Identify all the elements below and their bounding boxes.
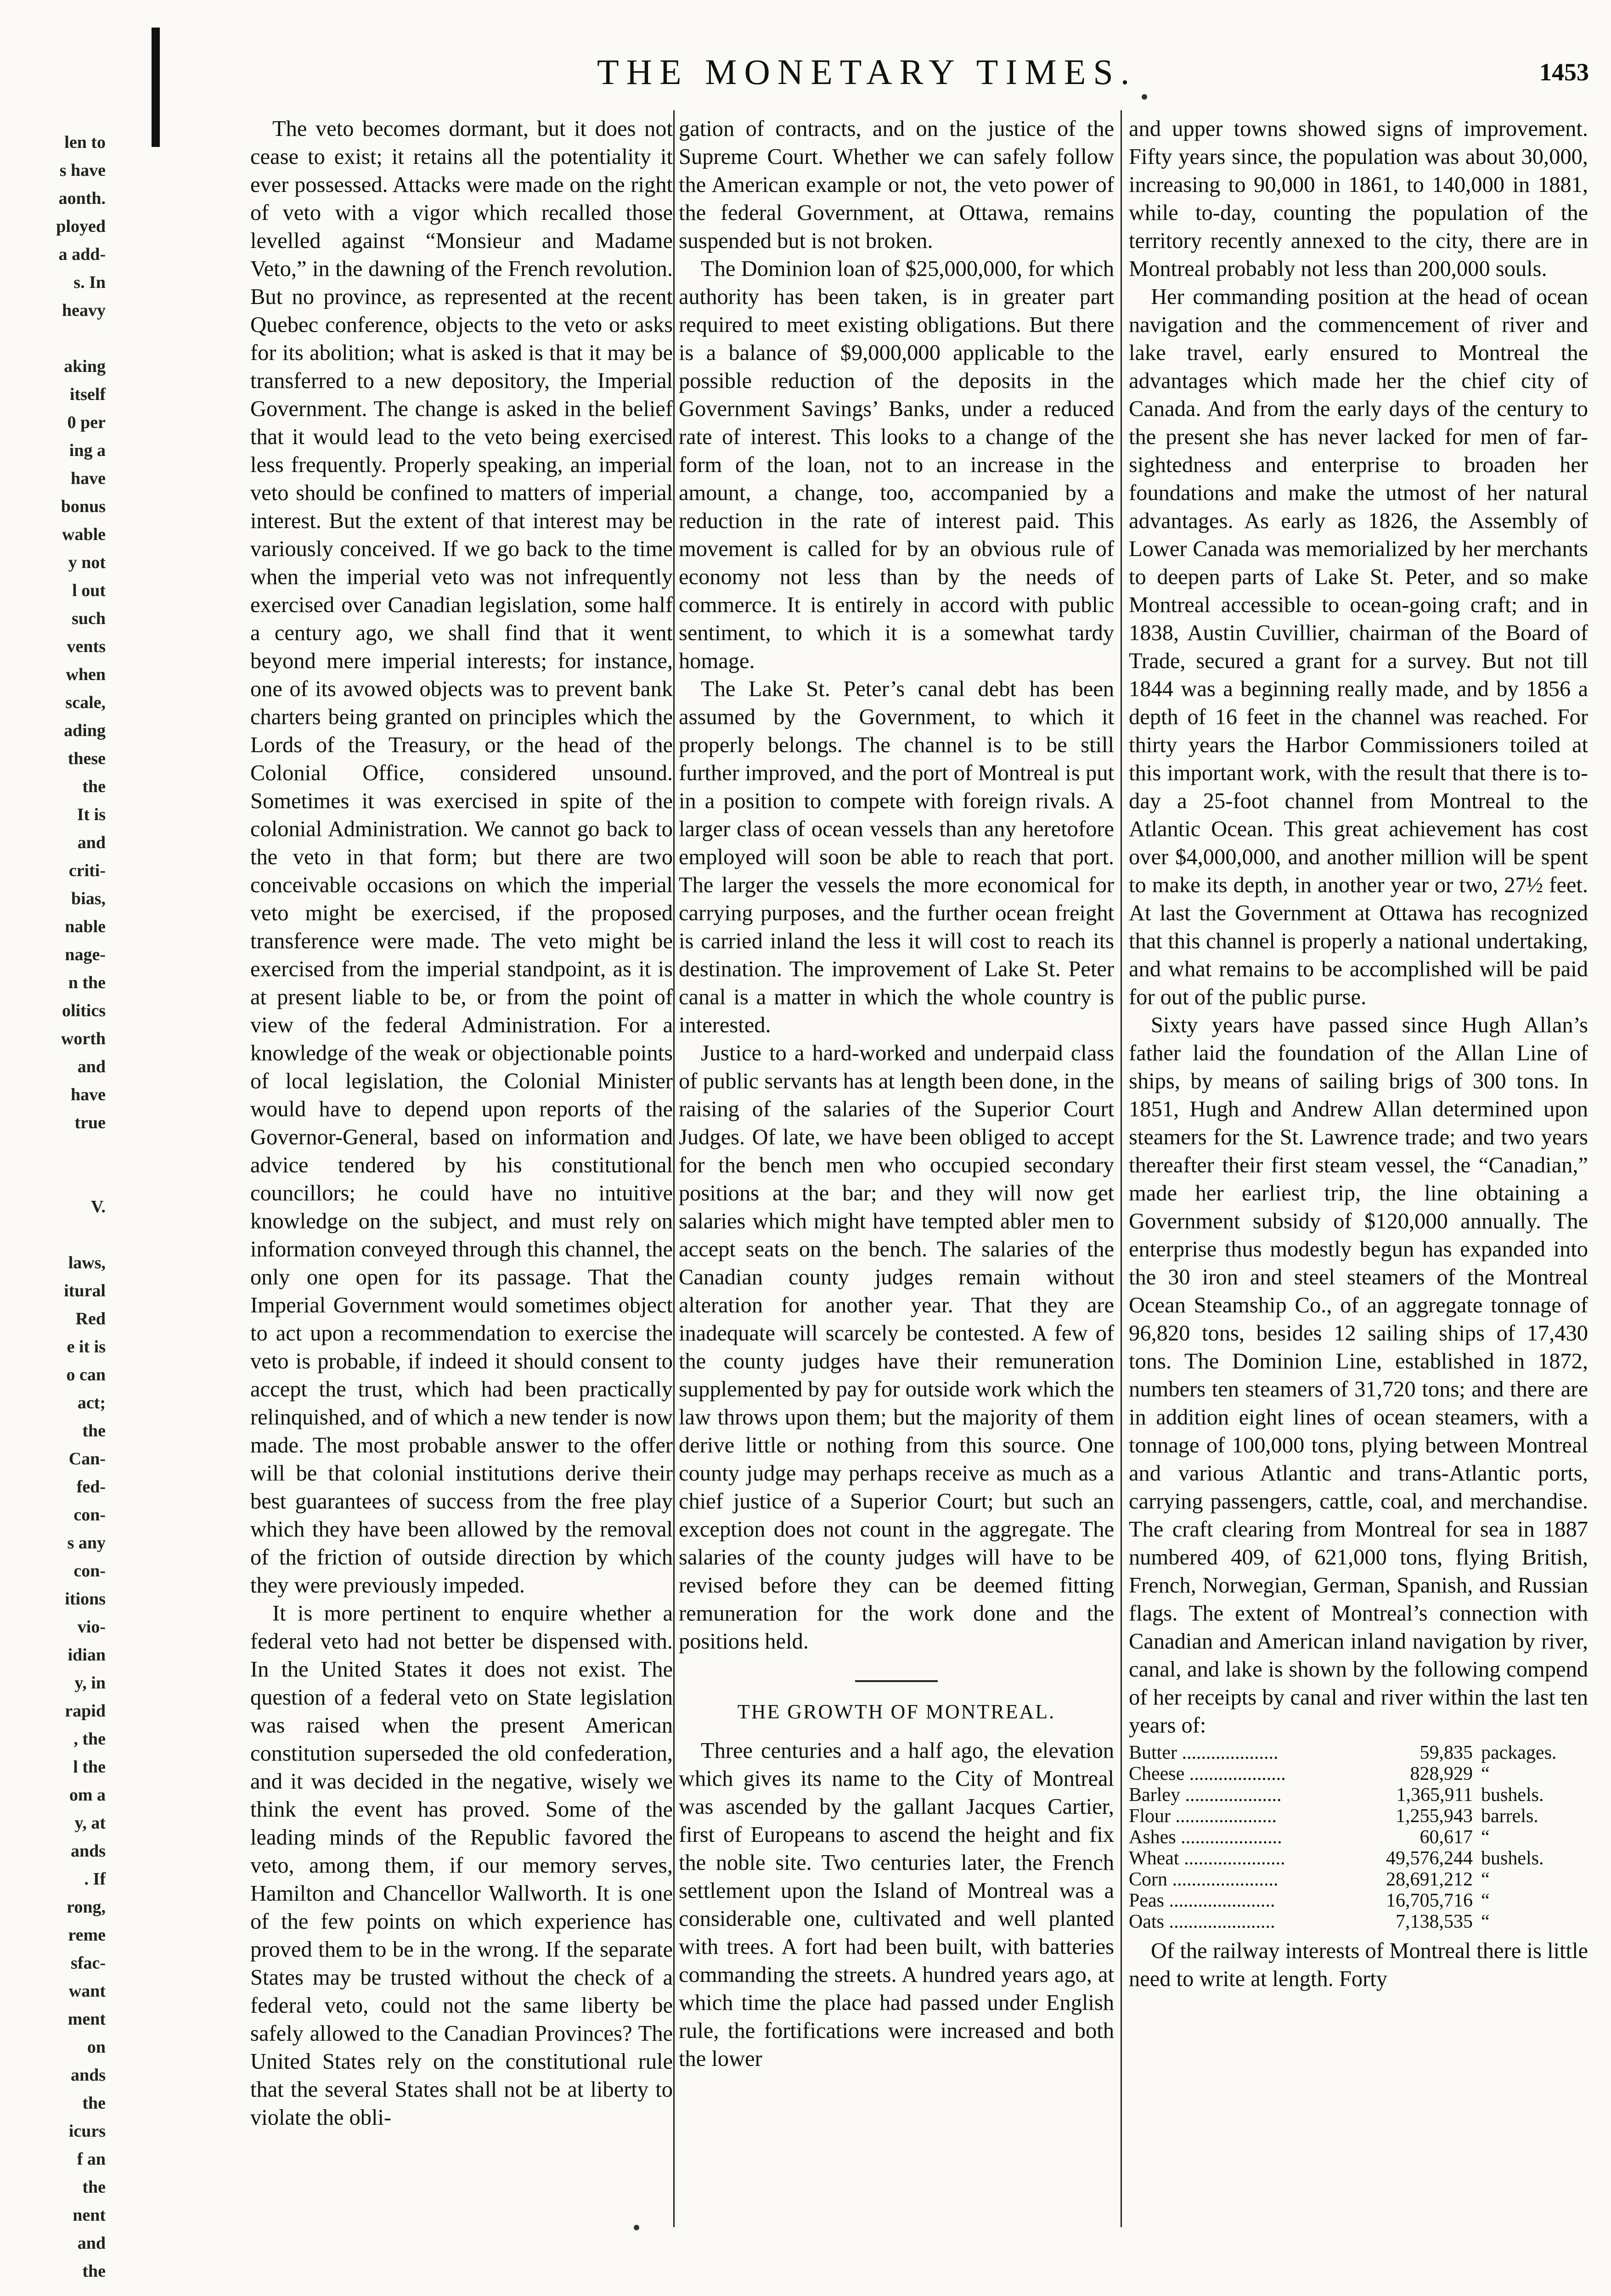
table-row: [1129, 1911, 1588, 1932]
column-rule-left: [673, 110, 675, 2227]
fragment-line: the: [82, 1421, 106, 1441]
fragment-line: [0, 1221, 106, 1249]
receipt-quantity: 16,705,716: [1386, 1890, 1473, 1911]
fragment-line: and: [77, 1057, 106, 1076]
fragment-line: len to: [64, 133, 106, 152]
fragment-line: bias,: [71, 889, 106, 908]
fragment-line: fed-: [76, 1477, 106, 1497]
fragment-line: have: [71, 469, 106, 488]
fragment-line: ing a: [69, 441, 106, 460]
fragment-line: , the: [73, 1729, 106, 1749]
fragment-line: worth: [61, 1029, 106, 1048]
fragment-line: itself: [69, 385, 106, 404]
receipt-quantity: 60,617: [1419, 1827, 1473, 1848]
fragment-line: It is: [77, 805, 106, 824]
receipt-item: Cheese ....................: [1129, 1763, 1286, 1784]
receipt-quantity: 49,576,244: [1386, 1848, 1473, 1869]
fragment-line: [0, 325, 106, 353]
fragment-line: vents: [67, 637, 106, 656]
fragment-line: olitics: [62, 1001, 106, 1020]
receipt-unit: “: [1481, 1869, 1490, 1890]
table-row: [1129, 1827, 1588, 1848]
column-rule-right: [1121, 110, 1122, 2227]
fragment-line: ands: [70, 1841, 106, 1861]
table-row: [1129, 1784, 1588, 1806]
fragment-line: l out: [72, 581, 106, 600]
fragment-line: y not: [68, 553, 106, 572]
fragment-line: sfac-: [71, 1953, 106, 1973]
fragment-line: y, in: [74, 1673, 106, 1693]
fragment-line: vio-: [77, 1617, 106, 1637]
previous-page-fragments: [0, 129, 106, 2285]
receipt-item: Ashes .....................: [1129, 1827, 1282, 1848]
fragment-line: heavy: [62, 301, 106, 320]
fragment-line: the: [82, 2093, 106, 2113]
fragment-line: e it is: [67, 1337, 106, 1356]
fragment-line: f an: [77, 2150, 106, 2169]
fragment-line: ading: [64, 721, 106, 740]
fragment-line: y, at: [74, 1813, 106, 1833]
fragment-line: these: [68, 749, 106, 768]
receipt-unit: “: [1481, 1763, 1490, 1784]
fragment-line: Red: [75, 1309, 106, 1328]
receipt-unit: barrels.: [1481, 1806, 1538, 1827]
paragraph: It is more pertinent to enquire whether a federal veto had not better be dispensed with. In the United States it does not exist. The question of a federal veto on State legislation was raised when the present American constitution superseded the old confederation, and it was decided in the negative, wisely we think the event has proved. Some of the leading minds of the Republic favored the veto, among them, if our memory serves, Hamilton and Chancellor Wallworth. It is one of the few points on which experience has proved them to be in the wrong. If the separate States may be trusted without the check of a federal veto, could not the same liberty be safely allowed to the Canadian Provinces? The United States rely on the constitutional rule that the several States shall not be at liberty to violate the obli-: [250, 1601, 673, 2130]
fragment-line: . If: [84, 1869, 106, 1889]
table-row: [1129, 1890, 1588, 1911]
fragment-line: reme: [68, 1925, 106, 1945]
fragment-line: ands: [70, 2065, 106, 2085]
fragment-line: such: [72, 609, 106, 628]
ink-speck: [1142, 94, 1147, 100]
receipt-quantity: 59,835: [1419, 1742, 1473, 1763]
fragment-line: rong,: [67, 1897, 106, 1917]
receipt-item: Peas ......................: [1129, 1890, 1275, 1911]
receipt-quantity: 1,365,911: [1396, 1784, 1473, 1806]
receipt-item: Oats ......................: [1129, 1911, 1275, 1932]
table-row: [1129, 1869, 1588, 1890]
section-rule: [855, 1680, 938, 1682]
fragment-line: aking: [64, 357, 106, 376]
fragment-line: the: [82, 777, 106, 796]
fragment-line: Can-: [68, 1449, 106, 1469]
column-3: [1129, 115, 1588, 1993]
receipt-unit: bushels.: [1481, 1848, 1544, 1869]
masthead-title: THE MONETARY TIMES.: [597, 52, 1137, 92]
binding-mark: [152, 28, 160, 147]
receipt-quantity: 28,691,212: [1386, 1869, 1473, 1890]
fragment-line: and: [77, 833, 106, 852]
fragment-line: itions: [65, 1589, 106, 1609]
column-1: [250, 115, 673, 2132]
receipt-item: Flour .....................: [1129, 1806, 1277, 1827]
fragment-line: s any: [67, 1533, 106, 1553]
fragment-line: true: [74, 1113, 106, 1132]
receipt-item: Corn ......................: [1129, 1869, 1279, 1890]
fragment-line: s. In: [73, 273, 106, 292]
table-row: [1129, 1806, 1588, 1827]
ink-speck: [634, 2225, 639, 2230]
fragment-line: 0 per: [67, 413, 106, 432]
page-header: [239, 51, 1589, 102]
receipt-item: Wheat .....................: [1129, 1848, 1285, 1869]
fragment-line: ployed: [56, 217, 106, 236]
fragment-line: on: [87, 2037, 106, 2057]
page-number: 1453: [1539, 58, 1589, 86]
receipt-unit: “: [1481, 1911, 1490, 1932]
fragment-line: bonus: [61, 497, 106, 516]
fragment-line: om a: [69, 1785, 106, 1805]
fragment-line: laws,: [68, 1253, 106, 1272]
fragment-line: idian: [68, 1645, 106, 1665]
fragment-line: criti-: [68, 861, 106, 880]
table-row: [1129, 1848, 1588, 1869]
receipt-quantity: 7,138,535: [1396, 1911, 1473, 1932]
fragment-line: want: [68, 1981, 106, 2001]
column-2: [679, 115, 1114, 2073]
fragment-line: nent: [73, 2206, 106, 2225]
fragment-line: nable: [65, 917, 106, 936]
table-row: [1129, 1742, 1588, 1763]
fragment-line: rapid: [65, 1701, 106, 1721]
receipts-table: [1129, 1742, 1588, 1932]
paragraph: Of the railway interests of Montreal there is little need to write at length. Forty: [1129, 1939, 1588, 1991]
receipt-item: Butter ....................: [1129, 1742, 1279, 1763]
fragment-line: [0, 1137, 106, 1165]
fragment-line: have: [71, 1085, 106, 1104]
fragment-line: l the: [73, 1757, 106, 1777]
fragment-line: wable: [62, 525, 106, 544]
fragment-line: and: [77, 2234, 106, 2253]
fragment-line: a add-: [58, 245, 106, 264]
fragment-line: the: [82, 2178, 106, 2197]
paragraph: The Dominion loan of $25,000,000, for which authority has been taken, is in greater part required to meet existing obligations. But there is a balance of $9,000,000 applicable to the possible reduction of the deposits in the Government Savings’ Banks, under a reduced rate of interest. This looks to a change of the form of the loan, not to an increase in the amount, a change, too, accompanied by a reduction in the rate of interest paid. This movement is called for by an obvious rule of economy not less than by the needs of commerce. It is entirely in accord with public sentiment, to which it is a somewhat tardy homage.: [679, 257, 1114, 673]
paragraph: Justice to a hard-worked and underpaid class of public servants has at length been done, in the raising of the salaries of the Superior Court Judges. Of late, we have been obliged to accept for the bench men who occupied secondary positions at the bar; and they will now get salaries which might have tempted abler men to accept seats on the bench. The salaries of the Canadian county judges remain without alteration for another year. That they are inadequate will scarcely be contested. A few of the county judges have their remuneration supplemented by pay for outside work which the law throws upon them; but the majority of them derive little or nothing from this source. One county judge may perhaps receive as much as a chief justice of a Superior Court; but such an exception does not count in the aggregate. The salaries of the county judges will have to be revised before they can be deemed fitting remuneration for the work done and the positions held.: [679, 1041, 1114, 1654]
receipt-unit: bushels.: [1481, 1784, 1544, 1806]
receipt-quantity: 1,255,943: [1396, 1806, 1473, 1827]
paragraph: gation of contracts, and on the justice of the Supreme Court. Whether we can safely follow the American example or not, the veto power of the federal Government, at Ottawa, remains suspended but is not broken.: [679, 117, 1114, 253]
fragment-line: V.: [90, 1197, 106, 1216]
table-row: [1129, 1763, 1588, 1784]
receipt-unit: packages.: [1481, 1742, 1557, 1763]
fragment-line: con-: [73, 1561, 106, 1581]
fragment-line: act;: [77, 1393, 106, 1412]
receipt-unit: “: [1481, 1827, 1490, 1848]
fragment-line: when: [66, 665, 106, 684]
fragment-line: o can: [66, 1365, 106, 1384]
section-heading: THE GROWTH OF MONTREAL.: [737, 1700, 1056, 1723]
fragment-line: n the: [68, 973, 106, 992]
fragment-line: icurs: [68, 2122, 106, 2141]
fragment-line: aonth.: [58, 189, 106, 208]
paragraph: Her commanding position at the head of ocean navigation and the commencement of river and lake travel, early ensured to Montreal the advantages which made her the chief city of Canada. And from the early days of the century to the present she has never lacked for men of far-sightedness and enterprise to broaden her foundations and make the utmost of her natural advantages. As early as 1826, the Assembly of Lower Canada was memorialized by her merchants to deepen parts of Lake St. Peter, and so make Montreal accessible to ocean-going craft; and in 1838, Austin Cuvillier, chairman of the Board of Trade, secured a grant for a survey. But not till 1844 was a beginning really made, and by 1856 a depth of 16 feet in the channel was reached. For thirty years the Harbor Commissioners toiled at this important work, with the result that there is to-day a 25-foot channel from Montreal to the Atlantic Ocean. This great achievement has cost over $4,000,000, and another million will be spent to make its depth, in another year or two, 27½ feet. At last the Government at Ottawa has recognized that this channel is properly a national undertaking, and what remains to be accomplished will be paid for out of the public purse.: [1129, 285, 1588, 1009]
fragment-line: con-: [73, 1505, 106, 1525]
receipt-quantity: 828,929: [1410, 1763, 1473, 1784]
fragment-line: itural: [64, 1281, 106, 1300]
fragment-line: [0, 1165, 106, 1193]
paragraph: The veto becomes dormant, but it does not cease to exist; it retains all the potentiality it ever possessed. Attacks were made on the right of veto with a vigor which recalled those levelled against “Monsieur and Madame Veto,” in the dawning of the French revolution. But no province, as represented at the recent Quebec conference, objects to the veto or asks for its abolition; what is asked is that it may be transferred to a new depository, the Imperial Government. The change is asked in the belief that it would lead to the veto being exercised less frequently. Properly speaking, an imperial veto should be confined to matters of imperial interest. But the extent of that interest may be variously conceived. If we go back to the time when the imperial veto was not infrequently exercised over Canadian legislation, some half a century ago, we shall find that it went beyond mere imperial interests; for instance, one of its avowed objects was to prevent bank charters being granted on principles which the Lords of the Treasury, or the head of the Colonial Office, considered unsound. Sometimes it was exercised in spite of the colonial Administration. We cannot go back to the veto in that form; but there are two conceivable occasions on which the imperial veto might be exercised, if the proposed transference were made. The veto might be exercised from the imperial standpoint, as it is at present liable to be, or from the point of view of the federal Administration. For a knowledge of the weak or objectionable points of local legislation, the Colonial Minister would have to depend upon reports of the Governor-General, based on information and advice tendered by his constitutional councillors; he could have no intuitive knowledge on the subject, and must rely on information conveyed through this channel, the only one open for its passage. That the Imperial Government would sometimes object to act upon a recommendation to exercise the veto is probable, if indeed it should consent to accept the trust, which had been practically relinquished, and of which a new tender is now made. The most probable answer to the offer will be that colonial institutions derive their best guarantees of success from the free play which they have been allowed by the removal of the friction of outside direction by which they were previously impeded.: [250, 117, 673, 1598]
fragment-line: s have: [59, 161, 106, 180]
paragraph: Sixty years have passed since Hugh Allan’s father laid the foundation of the Allan Line of ships, by means of sailing brigs of 300 tons. In 1851, Hugh and Andrew Allan determined upon steamers for the St. Lawrence trade; and two years thereafter their first steam vessel, the “Canadian,” made her earliest trip, the line obtaining a Government subsidy of $120,000 annually. The enterprise thus modestly begun has expanded into the 30 iron and steel steamers of the Montreal Ocean Steamship Co., of an aggregate tonnage of 96,820 tons, besides 12 sailing ships of 17,430 tons. The Dominion Line, established in 1872, numbers ten steamers of 31,720 tons; and there are in addition eight lines of ocean steamers, with a tonnage of 100,000 tons, plying between Montreal and various Atlantic and trans-Atlantic ports, carrying passengers, cattle, coal, and merchandise. The craft clearing from Montreal for sea in 1887 numbered 409, of 621,000 tons, flying British, French, Norwegian, German, Spanish, and Russian flags. The extent of Montreal’s connection with Canadian and American inland navigation by river, canal, and lake is shown by the following compend of her receipts by canal and river within the last ten years of:: [1129, 1013, 1588, 1738]
paragraph: Three centuries and a half ago, the elevation which gives its name to the City of Montreal was ascended by the gallant Jacques Cartier, first of Europeans to ascend the height and fix the noble site. Two centuries later, the French settlement upon the Island of Montreal was a considerable one, cultivated and well planted with trees. A fort had been built, with batteries commanding the streets. A hundred years ago, at which time the place had passed under English rule, the fortifications were increased and both the lower: [679, 1739, 1114, 2071]
paragraph: and upper towns showed signs of improvement. Fifty years since, the population was about 30,000, increasing to 90,000 in 1861, to 140,000 in 1881, while to-day, counting the population of the territory recently annexed to the city, there are in Montreal probably not less than 200,000 souls.: [1129, 117, 1588, 281]
receipt-unit: “: [1481, 1890, 1490, 1911]
fragment-line: nage-: [65, 945, 106, 964]
paragraph: The Lake St. Peter’s canal debt has been assumed by the Government, to which it properly belongs. The channel is to be still further improved, and the port of Montreal is put in a position to compete with foreign rivals. A larger class of ocean vessels than any heretofore employed will soon be able to reach that port. The larger the vessels the more economical for carrying purposes, and the further ocean freight is carried inland the less it will cost to reach its destination. The improvement of Lake St. Peter canal is a matter in which the whole country is interested.: [679, 677, 1114, 1037]
fragment-line: scale,: [65, 693, 106, 712]
fragment-line: ment: [68, 2009, 106, 2029]
receipt-item: Barley ....................: [1129, 1784, 1282, 1806]
fragment-line: the: [82, 2262, 106, 2281]
